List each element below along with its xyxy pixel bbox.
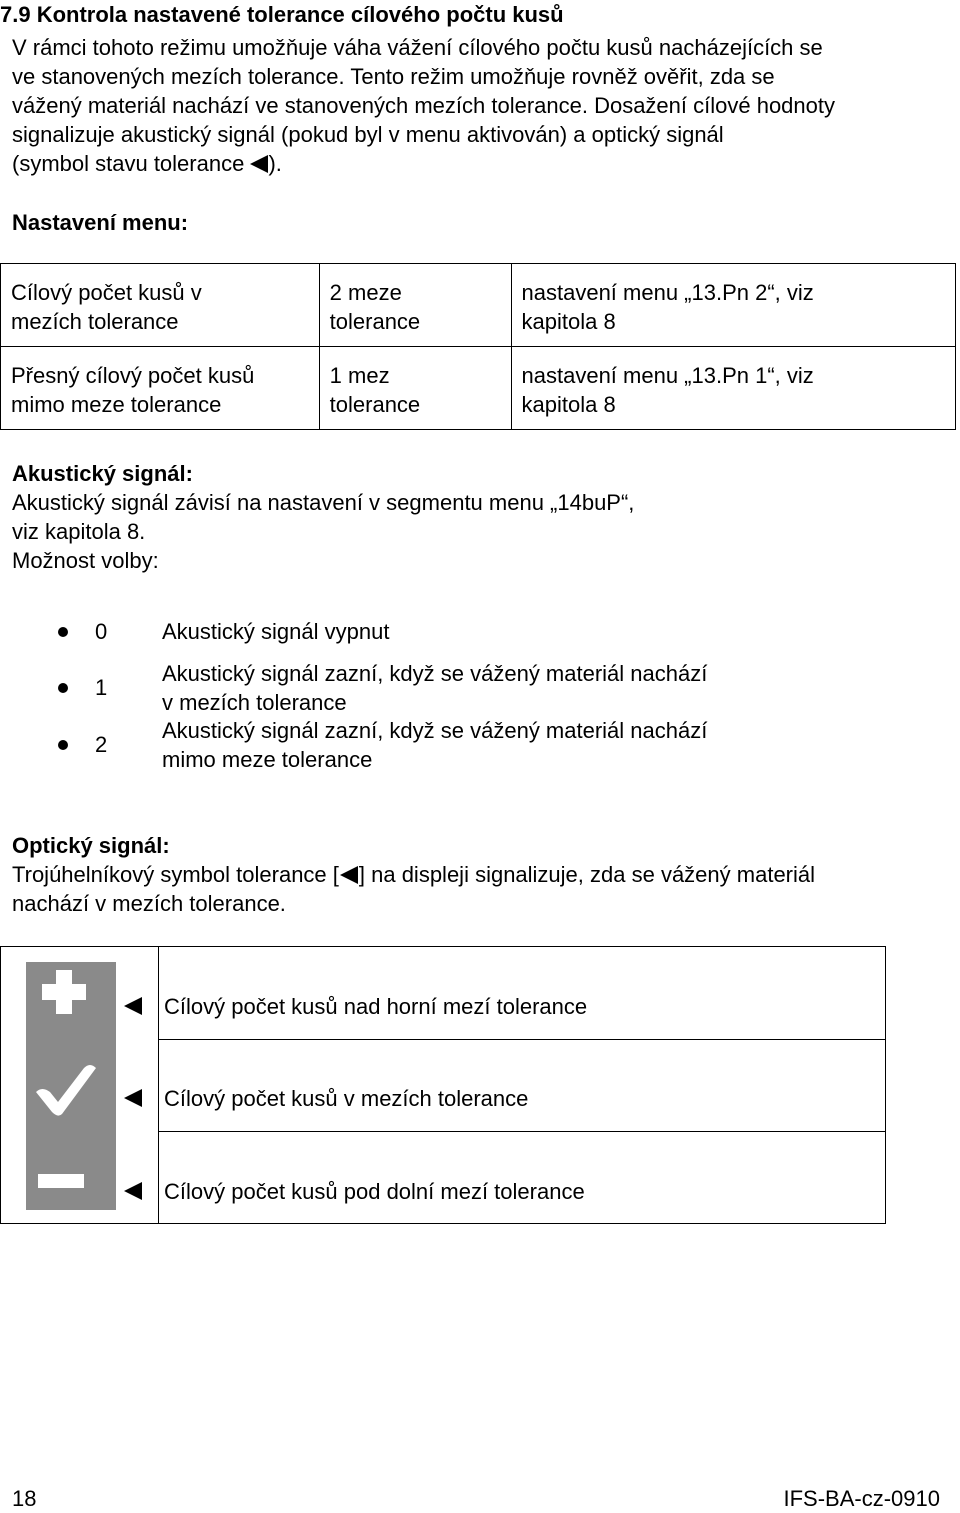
option-text: Akustický signál zazní, když se vážený materiál nachází mimo meze tolerance <box>162 718 708 772</box>
tolerance-triangle-icon <box>250 155 268 173</box>
option-value: 1 <box>95 675 108 700</box>
optical-text: nachází v mezích tolerance. <box>12 891 286 916</box>
optical-text: Trojúhelníkový symbol tolerance [ ] na displeji signalizuje, zda se vážený materiál <box>12 862 816 887</box>
intro-line: V rámci tohoto režimu umožňuje váha vážení cílového počtu kusů nacházejících se <box>12 35 823 60</box>
tolerance-triangle-icon <box>124 997 142 1015</box>
minus-icon <box>38 1174 84 1188</box>
document-code: IFS-BA-cz-0910 <box>783 1486 940 1511</box>
intro-paragraph <box>12 33 835 178</box>
intro-line <box>12 149 835 178</box>
acoustic-text: Akustický signál závisí na nastavení v segmentu menu „14buP“, <box>12 490 635 515</box>
optical-row-text: Cílový počet kusů pod dolní mezí tolerance <box>164 1178 585 1204</box>
intro-text: (symbol stavu tolerance <box>12 151 251 176</box>
menu-settings-table <box>0 263 956 430</box>
acoustic-text: viz kapitola 8. <box>12 519 146 544</box>
optical-section <box>12 831 815 918</box>
bullet-icon <box>58 627 68 637</box>
acoustic-section <box>12 459 634 575</box>
intro-line: vážený materiál nachází ve stanovených mezích tolerance. Dosažení cílové hodnoty <box>12 93 836 118</box>
intro-line: signalizuje akustický signál (pokud byl v menu aktivován) a optický signál <box>12 122 724 147</box>
option-value: 2 <box>95 732 108 757</box>
optical-row <box>124 991 864 1021</box>
menu-heading: Nastavení menu: <box>12 210 189 235</box>
tolerance-triangle-icon <box>124 1089 142 1107</box>
option-value: 0 <box>95 619 108 644</box>
optical-row-text: Cílový počet kusů nad horní mezí tolerance <box>164 993 588 1019</box>
bullet-icon <box>58 740 68 750</box>
table-cell: nastavení menu „13.Pn 2“, viz kapitola 8 <box>511 264 955 347</box>
bullet-icon <box>58 683 68 693</box>
check-icon <box>36 1065 96 1116</box>
optical-row <box>124 1083 864 1113</box>
optical-row <box>124 1176 864 1206</box>
tolerance-display-strip <box>26 962 116 1210</box>
acoustic-text: Možnost volby: <box>12 548 159 573</box>
acoustic-heading: Akustický signál: <box>12 461 193 486</box>
table-divider <box>158 1039 886 1040</box>
table-cell: Cílový počet kusů v mezích tolerance <box>1 264 320 347</box>
tolerance-triangle-icon <box>340 866 358 884</box>
option-text: Akustický signál vypnut <box>162 619 390 644</box>
table-cell: 1 mez tolerance <box>319 347 511 430</box>
table-cell: nastavení menu „13.Pn 1“, viz kapitola 8 <box>511 347 955 430</box>
table-row <box>1 347 956 430</box>
optical-heading: Optický signál: <box>12 833 170 858</box>
table-row <box>1 264 956 347</box>
table-cell: Přesný cílový počet kusů mimo meze tolerance <box>1 347 320 430</box>
table-cell: 2 meze tolerance <box>319 264 511 347</box>
intro-line: ve stanovených mezích tolerance. Tento režim umožňuje rovněž ověřit, zda se <box>12 64 775 89</box>
plus-icon <box>42 970 86 1014</box>
tolerance-triangle-icon <box>124 1182 142 1200</box>
optical-row-text: Cílový počet kusů v mezích tolerance <box>164 1085 529 1111</box>
page-number: 18 <box>12 1486 37 1511</box>
intro-text: ). <box>268 151 282 176</box>
option-text: Akustický signál zazní, když se vážený materiál nachází v mezích tolerance <box>162 661 708 715</box>
section-title: 7.9 Kontrola nastavené tolerance cílového počtu kusů <box>0 2 564 27</box>
display-symbols <box>26 962 116 1210</box>
table-divider <box>158 1131 886 1132</box>
